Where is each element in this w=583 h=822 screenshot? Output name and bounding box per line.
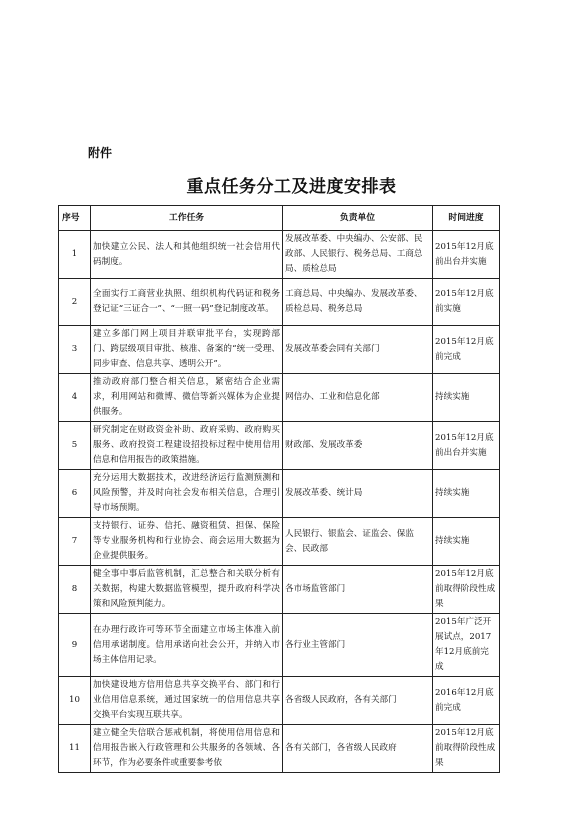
row-department: 各行业主管部门 bbox=[283, 614, 433, 677]
task-table bbox=[58, 205, 500, 773]
row-schedule: 2016年12月底前完成 bbox=[433, 677, 500, 725]
header-department: 负责单位 bbox=[283, 206, 433, 231]
row-department: 发展改革委、统计局 bbox=[283, 470, 433, 518]
row-schedule: 2015年12月底前取得阶段性成果 bbox=[433, 725, 500, 773]
row-department: 网信办、工业和信息化部 bbox=[283, 374, 433, 422]
row-schedule: 持续实施 bbox=[433, 518, 500, 566]
row-index: 11 bbox=[59, 725, 91, 773]
row-department: 各有关部门，各省级人民政府 bbox=[283, 725, 433, 773]
table-row bbox=[59, 374, 500, 422]
table-row bbox=[59, 677, 500, 725]
row-department: 各市场监管部门 bbox=[283, 566, 433, 614]
row-task: 全面实行工商营业执照、组织机构代码证和税务登记证“三证合一”、“一照一码”登记制度改革。 bbox=[91, 279, 283, 326]
row-department: 人民银行、银监会、证监会、保监会、民政部 bbox=[283, 518, 433, 566]
table-row bbox=[59, 566, 500, 614]
row-task: 支持银行、证券、信托、融资租赁、担保、保险等专业服务机构和行业协会、商会运用大数据为企业提供服务。 bbox=[91, 518, 283, 566]
row-department: 各省级人民政府，各有关部门 bbox=[283, 677, 433, 725]
row-schedule: 2015年12月底前出台并实施 bbox=[433, 422, 500, 470]
table-row bbox=[59, 614, 500, 677]
row-schedule: 持续实施 bbox=[433, 374, 500, 422]
document-title: 重点任务分工及进度安排表 bbox=[186, 177, 397, 197]
row-task: 加快建设地方信用信息共享交换平台、部门和行业信用信息系统，通过国家统一的信用信息共享交换平台实现互联共享。 bbox=[91, 677, 283, 725]
attachment-label: 附件 bbox=[88, 146, 113, 160]
table-row bbox=[59, 279, 500, 326]
row-schedule: 2015年12月底前完成 bbox=[433, 326, 500, 374]
row-department: 工商总局、中央编办、发展改革委、质检总局、税务总局 bbox=[283, 279, 433, 326]
row-schedule: 2015年12月底前出台并实施 bbox=[433, 231, 500, 279]
table-row bbox=[59, 422, 500, 470]
row-index: 6 bbox=[59, 470, 91, 518]
row-task: 推动政府部门整合相关信息，紧密结合企业需求，利用网站和微博、微信等新兴媒体为企业提供服务。 bbox=[91, 374, 283, 422]
row-task: 在办理行政许可等环节全面建立市场主体准入前信用承诺制度。信用承诺向社会公开，并纳入市场主体信用记录。 bbox=[91, 614, 283, 677]
row-index: 5 bbox=[59, 422, 91, 470]
table-row bbox=[59, 518, 500, 566]
row-index: 9 bbox=[59, 614, 91, 677]
row-department: 财政部、发展改革委 bbox=[283, 422, 433, 470]
table-header-row bbox=[59, 206, 500, 231]
row-task: 加快建立公民、法人和其他组织统一社会信用代码制度。 bbox=[91, 231, 283, 279]
row-index: 1 bbox=[59, 231, 91, 279]
row-schedule: 2015年广泛开展试点，2017年12月底前完成 bbox=[433, 614, 500, 677]
header-schedule: 时间进度 bbox=[433, 206, 500, 231]
table-row bbox=[59, 470, 500, 518]
row-index: 4 bbox=[59, 374, 91, 422]
row-department: 发展改革委、中央编办、公安部、民政部、人民银行、税务总局、工商总局、质检总局 bbox=[283, 231, 433, 279]
row-index: 7 bbox=[59, 518, 91, 566]
row-task: 充分运用大数据技术，改进经济运行监测预测和风险预警，并及时向社会发布相关信息，合理引导市场预期。 bbox=[91, 470, 283, 518]
row-schedule: 2015年12月底前取得阶段性成果 bbox=[433, 566, 500, 614]
row-task: 建立健全失信联合惩戒机制，将使用信用信息和信用报告嵌入行政管理和公共服务的各领域、各环节，作为必要条件或重要参考依 bbox=[91, 725, 283, 773]
table-row bbox=[59, 326, 500, 374]
row-index: 8 bbox=[59, 566, 91, 614]
header-index: 序号 bbox=[59, 206, 91, 231]
table-row bbox=[59, 231, 500, 279]
row-index: 2 bbox=[59, 279, 91, 326]
table-row bbox=[59, 725, 500, 773]
row-task: 建立多部门网上项目并联审批平台，实现跨部门、跨层级项目审批、核准、备案的“统一受理、同步审查、信息共享、透明公开”。 bbox=[91, 326, 283, 374]
row-task: 研究制定在财政资金补助、政府采购、政府购买服务、政府投资工程建设招投标过程中使用信用信息和信用报告的政策措施。 bbox=[91, 422, 283, 470]
row-department: 发展改革委会同有关部门 bbox=[283, 326, 433, 374]
row-schedule: 2015年12月底前实施 bbox=[433, 279, 500, 326]
row-index: 3 bbox=[59, 326, 91, 374]
row-index: 10 bbox=[59, 677, 91, 725]
row-schedule: 持续实施 bbox=[433, 470, 500, 518]
row-task: 健全事中事后监管机制，汇总整合和关联分析有关数据，构建大数据监管模型，提升政府科学决策和风险预判能力。 bbox=[91, 566, 283, 614]
header-task: 工作任务 bbox=[91, 206, 283, 231]
